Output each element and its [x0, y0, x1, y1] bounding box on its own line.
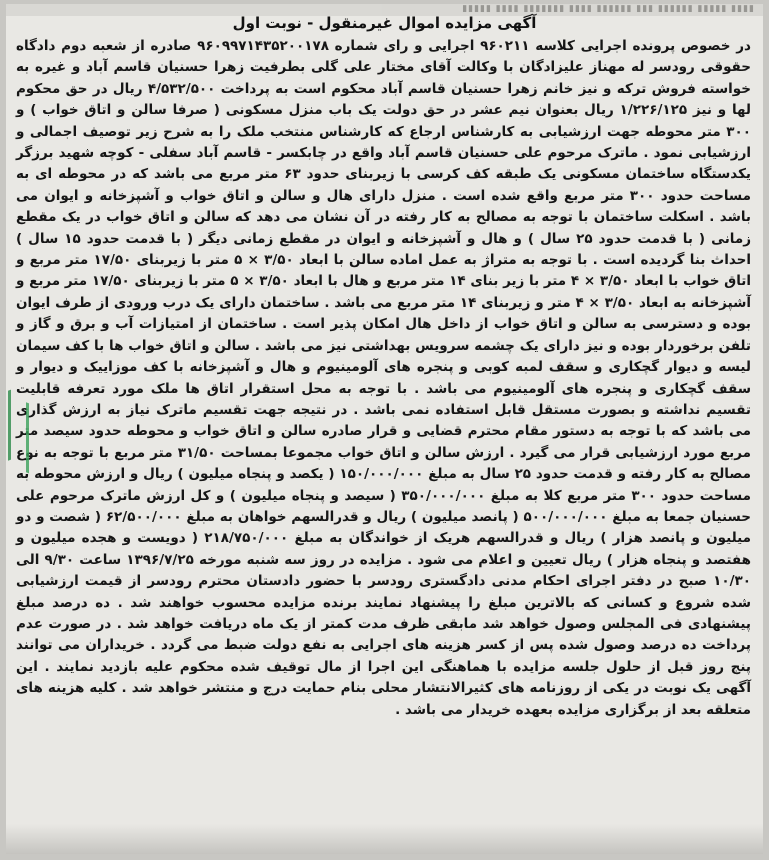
newspaper-clipping: [6, 4, 763, 854]
torn-bottom-edge: [6, 824, 763, 854]
auction-notice-title: آگهی مزایده اموال غیرمنقول - نوبت اول: [232, 14, 537, 32]
auction-notice-body: در خصوص پرونده اجرایی کلاسه ۹۶۰۲۱۱ اجرایی و رای شماره ۹۶۰۹۹۷۱۴۳۵۲۰۰۱۷۸ صادره از شعبه دوم دادگاه حقوقی رودسر له مهناز علیزادگان با وکالت آقای مختار علی گلی بطرفیت زهرا حسنیان قاسم آباد و غیره به خواسته فروش ترکه و نیز خانم زهرا حسنیان قاسم آباد محکوم است به پرداخت ۴/۵۳۲/۵۰۰ ریال در حق محکوم لها و نیز ۱/۲۲۶/۱۲۵ ریال بعنوان نیم عشر در حق دولت یک باب منزل مسکونی ( صرفا سالن و اتاق خواب ) و ۳۰۰ متر محوطه جهت ارزشیابی به کارشناس ارجاع که کارشناس منتخب ملک را به شرح زیر توصیف اجمالی و ارزشیابی نمود . ماترک مرحوم علی حسنیان قاسم آباد واقع در چابکسر - قاسم آباد سفلی - کوچه شهید برزگر یکدستگاه ساختمان مسکونی یک طبقه کف کرسی با زیربنای حدود ۶۳ متر مربع می باشد که در محوطه ای به مساحت حدود ۳۰۰ متر مربع واقع شده است . منزل دارای هال و سالن و اتاق خواب و آشپزخانه و ایوان می باشد . اسکلت ساختمان با توجه به مصالح به کار رفته در آن نشان می دهد که سالن و اتاق خواب در یک مقطع زمانی ( با قدمت حدود ۲۵ سال ) و هال و آشپزخانه و ایوان در مقطع زمانی دیگر ( با قدمت حدود ۱۵ سال ) احداث بنا گردیده است . با توجه به متراژ به عمل اماده سالن با ابعاد ۳/۵۰ × ۵ متر با زیربنای ۱۷/۵۰ متر مربع و اتاق خواب با ابعاد ۳/۵۰ × ۴ متر با زیر بنای ۱۴ متر مربع و هال با ابعاد ۳/۵۰ × ۵ متر با زیربنای ۱۷/۵۰ متر مربع و آشپزخانه به ابعاد ۳/۵۰ × ۴ متر و زیربنای ۱۴ متر مربع می باشد . ساختمان دارای یک درب ورودی از طرف ایوان بوده و دسترسی به سالن و اتاق خواب از داخل هال امکان پذیر است . ساختمان از امتیازات آب و برق و گاز و تلفن برخوردار بوده و نیز دارای یک چشمه سرویس بهداشتی نیز می باشد . سالن و اتاق خواب ها با کف سیمان لیسه و دیوار گچکاری و سقف لمبه کوبی و پنجره های آلومینیوم و هال و آشپزخانه با کف موزاییک و دیوار و سقف گچکاری و پنجره های آلومینیوم می باشد . با توجه به محل استقرار اتاق ها ملک مورد تعرفه قابلیت تقسیم نداشته و بصورت مستقل قابل استفاده نمی باشد . در نتیجه جهت تقسیم ماترک نیاز به ارزش گذاری می باشد که با توجه به دستور مقام محترم قضایی و قرار صادره سالن و اتاق خواب و محوطه حدود سیصد متر مربع مورد ارزشیابی قرار می گیرد . ارزش سالن و اتاق خواب مجموعا بمساحت ۳۱/۵۰ متر مربع با توجه به نوع مصالح به کار رفته و قدمت حدود ۲۵ سال به مبلغ ۱۵۰/۰۰۰/۰۰۰ ( یکصد و پنجاه میلیون ) ریال و ارزش محوطه به مساحت حدود ۳۰۰ متر مربع کلا به مبلغ ۳۵۰/۰۰۰/۰۰۰ ( سیصد و پنجاه میلیون ) و کل ارزش ماترک مرحوم علی حسنیان جمعا به مبلغ ۵۰۰/۰۰۰/۰۰۰ ( پانصد میلیون ) ریال و قدرالسهم خواهان به مبلغ ۶۲/۵۰۰/۰۰۰ ( شصت و دو میلیون و پانصد هزار ) ریال و قدرالسهم هریک از خواندگان به مبلغ ۲۱۸/۷۵۰/۰۰۰ ( دویست و هجده میلیون و هفتصد و پنجاه هزار ) ریال تعیین و اعلام می شود . مزایده در روز سه شنبه مورخه ۱۳۹۶/۷/۲۵ ساعت ۹/۳۰ الی ۱۰/۳۰ صبح در دفتر اجرای احکام مدنی دادگستری رودسر با حضور دادستان محترم رودسر از قیمت ارزشیابی شده شروع و کسانی که بالاترین مبلغ را پیشنهاد نمایند برنده مزایده محسوب خواهند شد . ده درصد مبلغ پیشنهادی فی المجلس وصول خواهد شد مابقی ظرف مدت کمتر از یک ماه دریافت خواهد شد . در صورت عدم پرداخت ده درصد وصول شده پس از کسر هزینه های اجرایی به نفع دولت ضبط می گردد . خریداران می توانند پنج روز قبل از حلول جلسه مزایده با هماهنگی این اجرا از مال توقیف شده محکوم علیه بازدید نمایند . این آگهی یک نوبت در یکی از روزنامه های کثیرالانتشار محلی بنام حمایت درج و منتشر خواهد شد . کلیه هزینه های متعلقه بعد از برگزاری مزایده بعهده خریدار می باشد .: [16, 38, 752, 718]
green-pen-mark: [26, 402, 63, 485]
bleed-through-text: ▮▮▮▮ ▮▮▮▮▮ ▮▮▮▮▮▮ ▮▮▮ ▮▮▮▮▮▮ ▮▮▮▮ ▮▮▮▮▮▮▮ ▮▮▮▮ ▮▮▮▮▮: [462, 4, 755, 14]
